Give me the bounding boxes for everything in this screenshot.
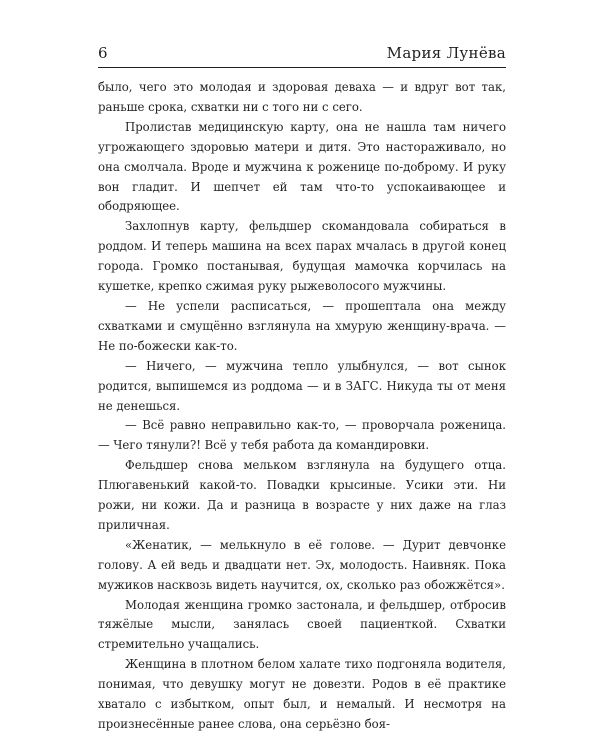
body-text	[98, 78, 506, 735]
page-header	[98, 42, 506, 64]
paragraph: — Не успели расписаться, — прошептала она между схватками и смущённо взглянула на хмурую женщину-врача. — Не по-божески как-то.	[98, 298, 506, 353]
paragraph: «Женатик, — мелькнуло в её голове. — Дурит девчонке голову. А ей ведь и двадцати нет. Эх, молодость. Наивняк. Пока мужиков насквозь видеть научится, ох, сколько раз обожжётся».	[98, 537, 506, 592]
page-number: 6	[98, 44, 108, 62]
paragraph: Захлопнув карту, фельдшер скомандовала собираться в роддом. И теперь машина на всех парах мчалась в другой конец города. Громко постанывая, будущая мамочка корчилась на кушетке, крепко сжимая руку рыжеволосого мужчины.	[98, 219, 506, 294]
paragraph: — Ничего, — мужчина тепло улыбнулся, — вот сынок родится, выпишемся из роддома — и в ЗАГС. Никуда ты от меня не денешься.	[98, 358, 506, 413]
paragraph: было, чего это молодая и здоровая деваха — и вдруг вот так, раньше срока, схватки ни с того ни с сего.	[98, 80, 506, 114]
paragraph: — Всё равно неправильно как-то, — проворчала роженица. — Чего тянули?! Всё у тебя работа да командировки.	[98, 418, 506, 453]
paragraph: Пролистав медицинскую карту, она не нашла там ничего угрожающего здоровью матери и дитя. Это настораживало, но она смолчала. Вроде и мужчина к роженице по-доброму. И руку вон гладит. И шепчет ей там что-то успокаивающее и ободряющее.	[98, 119, 506, 214]
paragraph: Женщина в плотном белом халате тихо подгоняла водителя, понимая, что девушку могут не довезти. Родов в её практике хватало с избытком, опыт был, и немалый. И несмотря на произнесённые ранее слова, она серьёзно боя-	[98, 657, 506, 731]
paragraph: Фельдшер снова мельком взглянула на будущего отца. Плюгавенький какой-то. Повадки крысиные. Усики эти. Ни рожи, ни кожи. Да и разница в возрасте у них даже на глаз приличная.	[98, 458, 506, 532]
paragraph: Молодая женщина громко застонала, и фельдшер, отбросив тяжёлые мысли, занялась своей пациенткой. Схватки стремительно учащались.	[98, 597, 506, 652]
header-rule	[98, 67, 506, 68]
running-title: Мария Лунёва	[386, 44, 506, 62]
